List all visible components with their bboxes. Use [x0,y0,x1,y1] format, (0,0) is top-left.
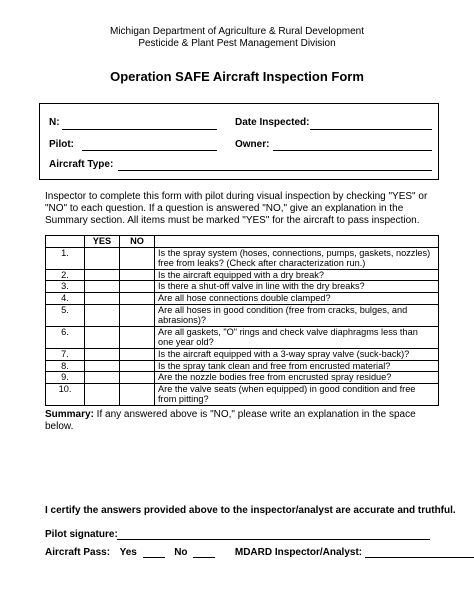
pass-yes-field[interactable] [143,547,165,558]
item-number: 5. [46,304,85,326]
agency-header [0,26,474,50]
date-inspected-label: Date Inspected: [235,117,310,128]
inspection-question: Are the nozzle bodies free from encrusted spray residue? [155,372,439,384]
yes-checkbox-cell[interactable] [85,269,120,281]
no-checkbox-cell[interactable] [120,372,155,384]
checklist-header-row [46,236,439,248]
certification-statement: I certify the answers provided above to the inspector/analyst are accurate and truthful. [45,505,456,516]
summary-text: If any answered above is "NO," please write an explanation in the space below. [45,409,416,432]
inspection-question: Is the aircraft equipped with a 3-way spray valve (suck-back)? [155,348,439,360]
item-number: 2. [46,269,85,281]
inspection-question: Is the spray system (hoses, connections, pumps, gaskets, nozzles) free from leaks? (Check after characterization run.) [155,247,439,269]
owner-label: Owner: [235,139,270,150]
checklist-row [46,326,439,348]
aircraft-pass-row [45,547,474,558]
aircraft-info-box [39,103,439,180]
item-number: 4. [46,292,85,304]
item-number: 9. [46,372,85,384]
checklist-row [46,360,439,372]
yes-checkbox-cell[interactable] [85,292,120,304]
pilot-field[interactable] [82,150,217,151]
owner-field[interactable] [273,150,432,151]
checklist-row [46,281,439,293]
checklist-row [46,269,439,281]
checklist-row [46,247,439,269]
yes-column-header: YES [85,236,120,248]
checklist-row [46,304,439,326]
no-checkbox-cell[interactable] [120,360,155,372]
yes-checkbox-cell[interactable] [85,326,120,348]
aircraft-pass-label: Aircraft Pass: [45,547,111,558]
item-number: 6. [46,326,85,348]
inspection-question: Are all gaskets, "O" rings and check valve diaphragms less than one year old? [155,326,439,348]
no-checkbox-cell[interactable] [120,348,155,360]
yes-checkbox-cell[interactable] [85,383,120,405]
item-number: 7. [46,348,85,360]
n-number-label: N: [49,117,60,128]
no-column-header: NO [120,236,155,248]
form-title: Operation SAFE Aircraft Inspection Form [110,69,364,84]
no-checkbox-cell[interactable] [120,281,155,293]
pass-no-field[interactable] [193,547,215,558]
inspection-question: Is the spray tank clean and free from encrusted material? [155,360,439,372]
instructions-text: Inspector to complete this form with pilot during visual inspection by checking "YES" or "NO" to each question. If a question is answered "NO," give an explanation in the Summary section. All items must be marked "YES" for the aircraft to pass inspection. [45,191,428,226]
pass-no-label: No [174,547,188,558]
no-checkbox-cell[interactable] [120,292,155,304]
yes-checkbox-cell[interactable] [85,247,120,269]
division-name: Pesticide & Plant Pest Management Division [138,38,336,49]
no-checkbox-cell[interactable] [120,383,155,405]
no-checkbox-cell[interactable] [120,326,155,348]
yes-checkbox-cell[interactable] [85,304,120,326]
n-number-field[interactable] [62,129,217,130]
pass-yes-label: Yes [119,547,137,558]
summary-label: Summary: [45,409,94,420]
pilot-signature-label: Pilot signature: [45,529,118,540]
inspection-question: Are all hoses in good condition (free from cracks, bulges, and abrasions)? [155,304,439,326]
pilot-signature-field[interactable] [117,539,430,540]
no-checkbox-cell[interactable] [120,269,155,281]
agency-name: Michigan Department of Agriculture & Rural Development [109,26,364,37]
inspection-question: Is there a shut-off valve in line with the dry breaks? [155,281,439,293]
mdard-inspector-field[interactable] [365,547,474,558]
item-number: 8. [46,360,85,372]
checklist-row [46,348,439,360]
date-inspected-field[interactable] [310,129,432,130]
checklist-row [46,292,439,304]
mdard-inspector-label: MDARD Inspector/Analyst: [234,547,363,558]
inspection-checklist [45,235,439,406]
no-checkbox-cell[interactable] [120,247,155,269]
inspection-question: Are the valve seats (when equipped) in good condition and free from pitting? [155,383,439,405]
item-number: 1. [46,247,85,269]
aircraft-type-field[interactable] [118,170,432,171]
yes-checkbox-cell[interactable] [85,281,120,293]
no-checkbox-cell[interactable] [120,304,155,326]
yes-checkbox-cell[interactable] [85,348,120,360]
checklist-row [46,372,439,384]
question-column-header [155,236,439,248]
item-number: 10. [46,383,85,405]
item-number: 3. [46,281,85,293]
yes-checkbox-cell[interactable] [85,360,120,372]
inspection-question: Are all hose connections double clamped? [155,292,439,304]
pilot-label: Pilot: [49,139,74,150]
yes-checkbox-cell[interactable] [85,372,120,384]
number-column-header [46,236,85,248]
checklist-row [46,383,439,405]
summary-section [45,409,445,433]
aircraft-type-label: Aircraft Type: [49,159,114,170]
inspection-question: Is the aircraft equipped with a dry break? [155,269,439,281]
